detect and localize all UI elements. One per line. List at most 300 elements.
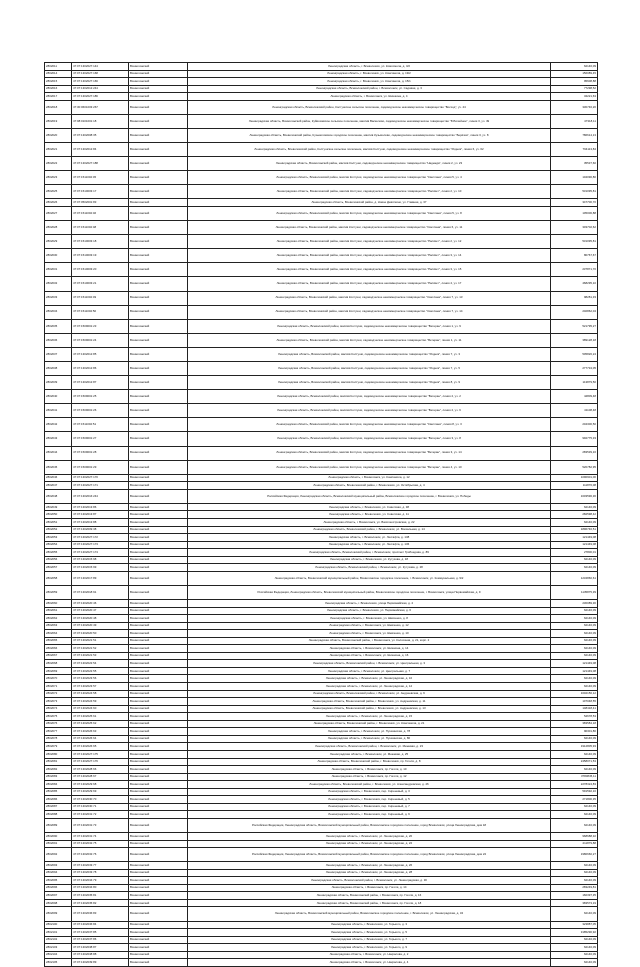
district-cell: Всеволожский: [129, 85, 188, 93]
row-number-cell: 2802096: [45, 884, 72, 892]
row-number-cell: 2802081: [45, 758, 72, 766]
table-row: [45, 85, 598, 93]
row-number-cell: 2802019: [45, 114, 72, 128]
cadastral-value-cell: 62146,09: [551, 63, 598, 71]
cadastral-value-cell: 62146,09: [551, 652, 598, 660]
cadastral-number-cell: 47:07:1302020:48: [72, 615, 129, 623]
row-number-cell: 2802067: [45, 652, 72, 660]
address-cell: Ленинградская область, г. Всеволожск, ул. Ленинградская, д. 28: [188, 869, 551, 877]
address-cell: Ленинградская область, Всеволожский район, массив Колтуши, садоводческое некоммерческое товарищество "Светлана", линия 5, уч. 8: [188, 206, 551, 220]
cadastral-number-cell: 47:07:1302031:74: [72, 832, 129, 840]
address-cell: Ленинградская область, Всеволожский район, Куйвозовское сельское поселение, массив Васкелово, садоводческое некоммерческое товарищество "Юбилейное", линия 3, уч. 49: [188, 114, 551, 128]
cadastral-value-cell: 77298,52: [551, 85, 598, 93]
address-cell: Ленинградская область, г. Всеволожск, ул. Ленинградская, д. 15: [188, 713, 551, 721]
table-row: [45, 585, 598, 599]
table-row: [45, 519, 598, 527]
table-row: [45, 750, 598, 758]
cadastral-value-cell: 240862,04: [551, 305, 598, 319]
row-number-cell: 2802103: [45, 944, 72, 952]
district-cell: Всеволожский: [129, 185, 188, 199]
row-number-cell: 2802037: [45, 347, 72, 361]
address-cell: Ленинградская область, Всеволожский район, массив Колтуши, садоводческое некоммерческое товарищество "Рассвет", линия 4, уч. 17: [188, 277, 551, 291]
table-row: [45, 460, 598, 474]
table-row: [45, 474, 598, 482]
cadastral-value-cell: 531095,81: [551, 235, 598, 249]
table-row: [45, 534, 598, 542]
table-row: [45, 333, 598, 347]
cadastral-number-cell: 47:07:1302021:51: [72, 637, 129, 645]
district-cell: Всеволожский: [129, 921, 188, 929]
cadastral-value-cell: 113879,50: [551, 376, 598, 390]
table-row: [45, 735, 598, 743]
cadastral-number-cell: 47:07:1302031:73: [72, 818, 129, 832]
address-cell: Российская Федерация, Ленинградская область, Всеволожский муниципальный район, Всеволожское городское поселение, г. Всеволожск, ул. Победы: [188, 489, 551, 503]
cadastral-number-cell: 47:07:1302012:244: [72, 85, 129, 93]
table-row: [45, 630, 598, 638]
address-cell: Ленинградская область, г. Всеволожск, ул. Горького, д. 7: [188, 936, 551, 944]
row-number-cell: 2802070: [45, 675, 72, 683]
row-number-cell: 2802041: [45, 404, 72, 418]
table-row: [45, 526, 598, 534]
cadastral-value-cell: 1234860,61: [551, 571, 598, 585]
cadastral-value-cell: 62146,09: [551, 519, 598, 527]
district-cell: Всеволожский: [129, 519, 188, 527]
cadastral-value-cell: 62146,09: [551, 735, 598, 743]
address-cell: Ленинградская область, г. Всеволожск, ул. Горького, д. 5: [188, 929, 551, 937]
district-cell: Всеволожский: [129, 474, 188, 482]
table-row: [45, 361, 598, 375]
row-number-cell: 2802055: [45, 549, 72, 557]
row-number-cell: 2802043: [45, 432, 72, 446]
table-row: [45, 418, 598, 432]
cadastral-value-cell: 47318,11: [551, 114, 598, 128]
cadastral-value-cell: 90301,86: [551, 728, 598, 736]
cadastral-number-cell: 47:07:1302018:91: [72, 585, 129, 599]
cadastral-value-cell: 62146,09: [551, 877, 598, 885]
table-row: [45, 305, 598, 319]
cadastral-number-cell: 47:07:1302025:61: [72, 713, 129, 721]
district-cell: Всеволожский: [129, 781, 188, 789]
district-cell: Всеволожский: [129, 607, 188, 615]
address-cell: Ленинградская область, Всеволожский район, массив Колтуши, садоводческое некоммерческое товарищество "Ветеран", линия 1, уч. 9: [188, 319, 551, 333]
cadastral-value-cell: 54678,53: [551, 713, 598, 721]
table-row: [45, 788, 598, 796]
cadastral-value-cell: 1980660,27: [551, 848, 598, 862]
table-row: [45, 781, 598, 789]
address-cell: Ленинградская область, г. Всеволожск, ул. Комсомола, д. 12: [188, 474, 551, 482]
address-cell: Ленинградская область, Всеволожский район, д. Новое Девяткино, ул. Главная, д. 37: [188, 199, 551, 207]
address-cell: Ленинградская область, Всеволожский район, массив Колтуши, садоводческое некоммерческое товарищество "Родник", линия 7, уч. 3: [188, 347, 551, 361]
cadastral-value-cell: 389128,18: [551, 333, 598, 347]
address-cell: Ленинградская область, Всеволожский район, Колтушское сельское поселение, садоводческое некоммерческое товарищество "Восход", уч. 44: [188, 100, 551, 114]
cadastral-value-cell: 62146,09: [551, 607, 598, 615]
cadastral-number-cell: 47:07:1511002:45: [72, 171, 129, 185]
cadastral-number-cell: 47:07:0502001:83: [72, 199, 129, 207]
cadastral-value-cell: 62146,09: [551, 803, 598, 811]
cadastral-value-cell: 121449,08: [551, 541, 598, 549]
table-row: [45, 390, 598, 404]
address-cell: Ленинградская область, г. Всеволожск, ул. Шевченко, д. 10: [188, 630, 551, 638]
district-cell: Всеволожский: [129, 811, 188, 819]
cadastral-number-cell: 47:07:1302027:172: [72, 534, 129, 542]
address-cell: Ленинградская область, Всеволожский район, массив Колтуши, садоводческое некоммерческое товарищество "Светлана", линия 8, уч. 3: [188, 418, 551, 432]
cadastral-value-cell: 968688,32: [551, 832, 598, 840]
address-cell: Российская Федерация, Ленинградская область, Всеволожский муниципальный район, Всеволожское городское поселение, город Всеволожск, улица Ленинградская, дом 18: [188, 818, 551, 832]
cadastral-number-cell: 47:07:1302016:244: [72, 489, 129, 503]
address-cell: Ленинградская область, г. Всеволожск, ул. Ленинградская, д. 22: [188, 840, 551, 848]
address-cell: Ленинградская область, г. Всеволожск, ул. Кутузова, д. 18: [188, 556, 551, 564]
cadastral-number-cell: 47:07:1302033:77: [72, 862, 129, 870]
table-row: [45, 884, 598, 892]
row-number-cell: 2802046: [45, 474, 72, 482]
district-cell: Всеволожский: [129, 869, 188, 877]
cadastral-value-cell: 160397,35: [551, 892, 598, 900]
row-number-cell: 2802071: [45, 683, 72, 691]
district-cell: Всеволожский: [129, 862, 188, 870]
address-cell: Ленинградская область, Всеволожский район, массив Колтуши, садоводческое некоммерческое товарищество "Ветеран", линия 2, уч. 6: [188, 404, 551, 418]
address-cell: Ленинградская область, Всеволожский район, массив Колтуши, садоводческое некоммерческое товарищество "Ветеран", линия 3, уч. 8: [188, 432, 551, 446]
district-cell: Всеволожский: [129, 848, 188, 862]
row-number-cell: 2802095: [45, 877, 72, 885]
table-row: [45, 432, 598, 446]
cadastral-value-cell: 95608,88: [551, 78, 598, 86]
cadastral-value-cell: 27800,01: [551, 549, 598, 557]
cadastral-value-cell: 62146,09: [551, 556, 598, 564]
table-row: [45, 921, 598, 929]
district-cell: Всеволожский: [129, 446, 188, 460]
cadastral-number-cell: 47:07:1302031:72: [72, 811, 129, 819]
cadastral-value-cell: 156089,45: [551, 70, 598, 78]
cadastral-number-cell: 47:07:1302037:86: [72, 936, 129, 944]
row-number-cell: 2802092: [45, 848, 72, 862]
district-cell: Всеволожский: [129, 157, 188, 171]
address-cell: Ленинградская область, Всеволожский район, г. Всеволожск, проспект Грибоедова, д. 89: [188, 549, 551, 557]
district-cell: Всеволожский: [129, 404, 188, 418]
cadastral-value-cell: 786614,13: [551, 128, 598, 142]
address-cell: Российская Федерация, Ленинградская область, Всеволожский муниципальный район, Всеволожское городское поселение, г. Всеволожск, улица Первомайская, д. 9: [188, 585, 551, 599]
cadastral-number-cell: 47:07:1509001:29: [72, 460, 129, 474]
cadastral-number-cell: 47:07:1302028:67: [72, 773, 129, 781]
district-cell: Всеволожский: [129, 93, 188, 101]
address-cell: Ленинградская область, Всеволожский район, массив Колтуши, садоводческое некоммерческое товарищество "Рассвет", линия 3, уч. 15: [188, 263, 551, 277]
cadastral-value-cell: 62146,09: [551, 944, 598, 952]
cadastral-number-cell: 47:07:1302021:53: [72, 652, 129, 660]
district-cell: Всеволожский: [129, 884, 188, 892]
row-number-cell: 2802038: [45, 361, 72, 375]
cadastral-value-cell: 1135875,39: [551, 585, 598, 599]
cadastral-value-cell: 121449,08: [551, 667, 598, 675]
cadastral-number-cell: 47:07:1302033:78: [72, 869, 129, 877]
address-cell: Ленинградская область, г. Всеволожск, ул. Ленинградская, д. 26: [188, 862, 551, 870]
address-cell: Ленинградская область, г. Всеволожск, пр. Гоголя, д. 12: [188, 773, 551, 781]
cadastral-value-cell: 531095,81: [551, 185, 598, 199]
district-cell: Всеволожский: [129, 951, 188, 959]
table-row: [45, 249, 598, 263]
cadastral-value-cell: 62146,09: [551, 862, 598, 870]
cadastral-value-cell: 520782,95: [551, 460, 598, 474]
table-row: [45, 78, 598, 86]
address-cell: Ленинградская область, г. Всеволожск, ул. Некрасова, д. 2: [188, 951, 551, 959]
district-cell: Всеволожский: [129, 788, 188, 796]
address-cell: Ленинградская область, Всеволожский район, массив Колтуши, садоводческое некоммерческое товарищество "Ветеран", линия 2, уч. 2: [188, 390, 551, 404]
cadastral-value-cell: 35537,60: [551, 157, 598, 171]
district-cell: Всеволожский: [129, 319, 188, 333]
table-row: [45, 698, 598, 706]
district-cell: Всеволожский: [129, 526, 188, 534]
address-cell: Ленинградская область, Всеволожский район, массив Колтуши, садоводческое некоммерческое товарищество "Светлана", линия 6, уч. 11: [188, 221, 551, 235]
table-row: [45, 489, 598, 503]
district-cell: Всеволожский: [129, 637, 188, 645]
cadastral-value-cell: 62146,09: [551, 766, 598, 774]
table-row: [45, 128, 598, 142]
row-number-cell: 2802027: [45, 206, 72, 220]
table-row: [45, 93, 598, 101]
row-number-cell: 2802014: [45, 70, 72, 78]
cadastral-value-cell: 62146,09: [551, 959, 598, 967]
row-number-cell: 2802064: [45, 630, 72, 638]
address-cell: Ленинградская область, г. Всеволожск, ул. Комсомола, д. 15/1: [188, 78, 551, 86]
district-cell: Всеволожский: [129, 482, 188, 490]
district-cell: Всеволожский: [129, 291, 188, 305]
row-number-cell: 2802030: [45, 249, 72, 263]
cadastral-value-cell: 283539,16: [551, 446, 598, 460]
table-row: [45, 185, 598, 199]
row-number-cell: 2802075: [45, 713, 72, 721]
table-row: [45, 907, 598, 921]
address-cell: Ленинградская область, г. Всеволожск, ул. Лесгафта, д. 138: [188, 534, 551, 542]
address-cell: Ленинградская область, Всеволожский район, г. Всеволожск, ул. Ленинградская, д. 30: [188, 877, 551, 885]
district-cell: Всеволожский: [129, 600, 188, 608]
cadastral-number-cell: 47:07:1302038:88: [72, 951, 129, 959]
row-number-cell: 2802077: [45, 728, 72, 736]
cadastral-number-cell: 47:07:1510003:19: [72, 249, 129, 263]
cadastral-value-cell: 3185290,92: [551, 929, 598, 937]
cadastral-number-cell: 47:07:1302013:87: [72, 511, 129, 519]
cadastral-value-cell: 323887,05: [551, 921, 598, 929]
row-number-cell: 2802025: [45, 185, 72, 199]
table-row: [45, 291, 598, 305]
cadastral-number-cell: 47:07:1302027:171: [72, 482, 129, 490]
district-cell: Всеволожский: [129, 735, 188, 743]
row-number-cell: 2802016: [45, 85, 72, 93]
district-cell: Всеволожский: [129, 936, 188, 944]
address-cell: Ленинградская область, Всеволожский район, г. Всеволожск, ул. Андреевская, д. 9: [188, 690, 551, 698]
address-cell: Ленинградская область, г. Всеволожск, ул. Первомайская, д. 6: [188, 607, 551, 615]
row-number-cell: 2802060: [45, 600, 72, 608]
district-cell: Всеволожский: [129, 114, 188, 128]
row-number-cell: 2802022: [45, 157, 72, 171]
cadastral-value-cell: 121449,08: [551, 534, 598, 542]
cadastral-number-cell: 47:07:1302028:66: [72, 766, 129, 774]
district-cell: Всеволожский: [129, 615, 188, 623]
row-number-cell: 2802017: [45, 93, 72, 101]
cadastral-number-cell: 47:07:1509001:27: [72, 432, 129, 446]
table-row: [45, 171, 598, 185]
cadastral-value-cell: 468295,10: [551, 277, 598, 291]
cadastral-value-cell: 62146,09: [551, 622, 598, 630]
cadastral-number-cell: 47:07:1302035:82: [72, 899, 129, 907]
district-cell: Всеволожский: [129, 418, 188, 432]
cadastral-number-cell: 47:07:1302032:75: [72, 840, 129, 848]
table-row: [45, 600, 598, 608]
cadastral-number-cell: 47:07:1302034:80: [72, 884, 129, 892]
address-cell: Ленинградская область, г. Всеволожск, ул. Комсомола, д. 3/2: [188, 63, 551, 71]
address-cell: Ленинградская область, Всеволожский район, г. Всеволожск, пр. Гоголя, д. 18: [188, 899, 551, 907]
table-row: [45, 114, 598, 128]
address-cell: Ленинградская область, Всеволожский район, массив Колтуши, садоводческое некоммерческое товарищество "Рассвет", линия 3, уч. 14: [188, 249, 551, 263]
cadastral-value-cell: 211879,88: [551, 840, 598, 848]
table-row: [45, 758, 598, 766]
district-cell: Всеволожский: [129, 766, 188, 774]
address-cell: Ленинградская область, г. Всеволожск, ул. Шишкина, д. 14: [188, 645, 551, 653]
district-cell: Всеволожский: [129, 305, 188, 319]
row-number-cell: 2802072: [45, 690, 72, 698]
address-cell: Ленинградская область, Всеволожский район, массив Колтуши, садоводческое некоммерческое товарищество "Светлана", линия 7, уч. 13: [188, 291, 551, 305]
cadastral-value-table-sheet: [44, 62, 598, 967]
table-row: [45, 720, 598, 728]
table-row: [45, 766, 598, 774]
address-cell: Ленинградская область, Всеволожский район, г. Всеволожск, ул. Центральная, д. 3: [188, 660, 551, 668]
cadastral-value-cell: 104090,80: [551, 171, 598, 185]
table-row: [45, 571, 598, 585]
district-cell: Всеволожский: [129, 720, 188, 728]
cadastral-value-cell: 62146,09: [551, 564, 598, 572]
cadastral-value-table: [44, 62, 598, 967]
row-number-cell: 2802061: [45, 607, 72, 615]
district-cell: Всеволожский: [129, 944, 188, 952]
district-cell: Всеволожский: [129, 361, 188, 375]
district-cell: Всеволожский: [129, 277, 188, 291]
row-number-cell: 2802044: [45, 446, 72, 460]
district-cell: Всеволожский: [129, 171, 188, 185]
cadastral-number-cell: 47:07:1302034:79: [72, 877, 129, 885]
district-cell: Всеволожский: [129, 534, 188, 542]
district-cell: Всеволожский: [129, 199, 188, 207]
cadastral-value-cell: 107048,55: [551, 698, 598, 706]
district-cell: Всеволожский: [129, 333, 188, 347]
cadastral-number-cell: 47:07:1510003:20: [72, 263, 129, 277]
address-cell: Ленинградская область, Всеволожский район, массив Колтуши, садоводческое некоммерческое товарищество "Светлана", линия 7, уч. 14: [188, 305, 551, 319]
row-number-cell: 2802040: [45, 390, 72, 404]
address-cell: Ленинградская область, г. Всеволожск, пер. Сиреневый, д. 5: [188, 796, 551, 804]
row-number-cell: 2802074: [45, 705, 72, 713]
address-cell: Ленинградская область, г. Всеволожск, ул. Пушкинская, д. 78: [188, 728, 551, 736]
cadastral-value-cell: 34221,63: [551, 93, 598, 101]
district-cell: Всеволожский: [129, 743, 188, 751]
district-cell: Всеволожский: [129, 645, 188, 653]
district-cell: Всеволожский: [129, 460, 188, 474]
district-cell: Всеволожский: [129, 503, 188, 511]
address-cell: Ленинградская область, Всеволожский район, г. Всеволожск, ул. Андреевская, д. 11: [188, 698, 551, 706]
row-number-cell: 2802076: [45, 720, 72, 728]
cadastral-value-cell: 62146,09: [551, 675, 598, 683]
row-number-cell: 2802084: [45, 781, 72, 789]
cadastral-value-cell: 1912805,93: [551, 743, 598, 751]
row-number-cell: 2802063: [45, 622, 72, 630]
cadastral-value-cell: 62146,09: [551, 818, 598, 832]
district-cell: Всеволожский: [129, 728, 188, 736]
cadastral-number-cell: 47:07:1302027:174: [72, 549, 129, 557]
cadastral-number-cell: 47:07:1302025:62: [72, 720, 129, 728]
row-number-cell: 2802058: [45, 571, 72, 585]
district-cell: Всеволожский: [129, 78, 188, 86]
address-cell: Ленинградская область, Всеволожский район, г. Всеволожск, ул. Кутузова, д. 28: [188, 564, 551, 572]
district-cell: Всеволожский: [129, 840, 188, 848]
address-cell: Ленинградская область, г. Всеволожск, ул. Пушкинская, д. 80: [188, 735, 551, 743]
cadastral-value-cell: 62146,09: [551, 951, 598, 959]
row-number-cell: 2802023: [45, 171, 72, 185]
table-row: [45, 221, 598, 235]
district-cell: Всеволожский: [129, 585, 188, 599]
cadastral-value-cell: 62146,09: [551, 936, 598, 944]
cadastral-number-cell: 47:07:1509001:25: [72, 390, 129, 404]
table-row: [45, 564, 598, 572]
address-cell: Ленинградская область, Всеволожский район, массив Колтуши, садоводческое некоммерческое товарищество "Рассвет", линия 2, уч. 12: [188, 235, 551, 249]
table-row: [45, 277, 598, 291]
cadastral-value-cell: 230089,30: [551, 600, 598, 608]
row-number-cell: 2802039: [45, 376, 72, 390]
cadastral-number-cell: 47:07:1302024:58: [72, 690, 129, 698]
address-cell: Ленинградская область, Всеволожский район, массив Колтуши, садоводческое некоммерческое товарищество "Рассвет", линия 2, уч. 10: [188, 185, 551, 199]
address-cell: Ленинградская область, г. Всеволожск, ул. Лесгафта, д. 136: [188, 541, 551, 549]
table-row: [45, 100, 598, 114]
address-cell: Ленинградская область, Всеволожский район, г. Всеволожск, ул. Октябрьская, д. 4: [188, 482, 551, 490]
cadastral-number-cell: 47:07:1510003:18: [72, 235, 129, 249]
cadastral-number-cell: 47:07:1302022:54: [72, 660, 129, 668]
address-cell: Ленинградская область, Всеволожский район, г. Всеволожск, ул. Вокзальная, д. 14: [188, 526, 551, 534]
table-row: [45, 667, 598, 675]
district-cell: Всеволожский: [129, 698, 188, 706]
row-number-cell: 2802079: [45, 743, 72, 751]
row-number-cell: 2802018: [45, 100, 72, 114]
cadastral-value-cell: 794113,84: [551, 143, 598, 157]
address-cell: Ленинградская область, г. Всеволожск, ул. Ленинградская, д. 20: [188, 832, 551, 840]
address-cell: Ленинградская область, г. Всеволожск, ул. Шевченко, д. 12: [188, 622, 551, 630]
table-row: [45, 892, 598, 900]
table-row: [45, 690, 598, 698]
table-row: [45, 944, 598, 952]
cadastral-number-cell: 47:07:1302030:70: [72, 796, 129, 804]
row-number-cell: 2802086: [45, 796, 72, 804]
row-number-cell: 2802098: [45, 899, 72, 907]
table-row: [45, 263, 598, 277]
address-cell: Ленинградская область, Всеволожский район, г. Всеволожск, ул. Межевая, д. 23: [188, 743, 551, 751]
row-number-cell: 2802048: [45, 489, 72, 503]
district-cell: Всеволожский: [129, 690, 188, 698]
address-cell: Ленинградская область, Всеволожский муниципальный район, Всеволожское городское поселение, г. Всеволожск, ул. Ленинградская, д. 34: [188, 907, 551, 921]
row-number-cell: 2802015: [45, 78, 72, 86]
cadastral-value-cell: 62146,09: [551, 630, 598, 638]
cadastral-value-cell: 62146,09: [551, 869, 598, 877]
district-cell: Всеволожский: [129, 100, 188, 114]
row-number-cell: 2802068: [45, 660, 72, 668]
address-cell: Ленинградская область, Всеволожский район, г. Всеволожск, ул. Колхозная, д. 21, корп. 2: [188, 637, 551, 645]
cadastral-number-cell: 47:07:1302035:81: [72, 892, 129, 900]
cadastral-value-cell: 62146,09: [551, 750, 598, 758]
cadastral-value-cell: 283249,81: [551, 884, 598, 892]
cadastral-value-cell: 121449,08: [551, 660, 598, 668]
district-cell: Всеволожский: [129, 832, 188, 840]
cadastral-number-cell: 47:07:1302027:144: [72, 63, 129, 71]
cadastral-number-cell: 47:07:1302036:84: [72, 921, 129, 929]
table-row: [45, 848, 598, 862]
district-cell: Всеволожский: [129, 206, 188, 220]
cadastral-number-cell: 47:07:1302022:55: [72, 667, 129, 675]
table-row: [45, 803, 598, 811]
table-row: [45, 206, 598, 220]
address-cell: Ленинградская область, г. Всеволожск, пер. Сиреневый, д. 3: [188, 788, 551, 796]
row-number-cell: 2802066: [45, 645, 72, 653]
